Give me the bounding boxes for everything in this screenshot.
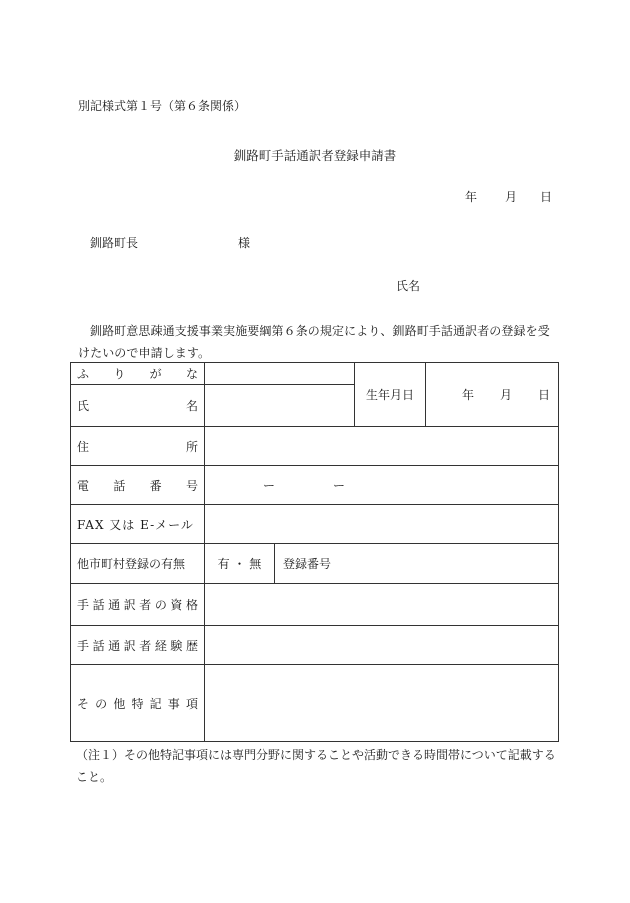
form-number-label: 別記様式第１号（第６条関係）	[78, 99, 247, 113]
document-title: 釧路町手話通訳者登録申請書	[233, 148, 397, 163]
experience-label: 手 話 通 訳 者 経 験 歴	[71, 626, 205, 665]
applicant-name-label: 氏名	[396, 279, 421, 293]
footnote: （注１）その他特記事項には専門分野に関することや活動できる時間帯について記載すること。	[76, 748, 556, 784]
other-municipality-registration-label: 他市町村登録の有無	[71, 544, 205, 584]
application-form-table	[70, 362, 559, 742]
addressee: 釧路町長	[90, 236, 139, 250]
name-field[interactable]	[205, 385, 355, 427]
furigana-field[interactable]	[205, 363, 355, 385]
name-label: 氏 名	[71, 385, 205, 427]
honorific: 様	[238, 236, 251, 250]
phone-label: 電 話 番 号	[71, 466, 205, 505]
yes-no-choice[interactable]: 有 ・ 無	[205, 544, 275, 584]
furigana-label: ふ り が な	[71, 363, 205, 385]
date-day-label: 日	[540, 190, 553, 204]
qualification-field[interactable]	[205, 584, 559, 626]
phone-dash-2: ー	[333, 478, 346, 493]
fax-email-field[interactable]	[205, 505, 559, 544]
phone-field[interactable]	[205, 466, 559, 505]
date-year-label: 年	[465, 190, 478, 204]
registration-number-label: 登録番号	[275, 544, 559, 584]
phone-dash-1: ー	[263, 478, 276, 493]
application-statement: 釧路町意思疎通支援事業実施要綱第６条の規定により、釧路町手話通訳者の登録を受けたいので申請します。	[78, 324, 550, 360]
birthdate-label: 生年月日	[355, 363, 426, 427]
experience-field[interactable]	[205, 626, 559, 665]
address-label: 住 所	[71, 427, 205, 466]
address-field[interactable]	[205, 427, 559, 466]
special-notes-field[interactable]	[205, 665, 559, 742]
qualification-label: 手 話 通 訳 者 の 資 格	[71, 584, 205, 626]
fax-email-label: FAX 又は E-メール	[71, 505, 205, 544]
birthdate-field[interactable]: 年 月 日	[426, 363, 559, 427]
date-month-label: 月	[505, 190, 518, 204]
special-notes-label: そ の 他 特 記 事 項	[71, 665, 205, 742]
